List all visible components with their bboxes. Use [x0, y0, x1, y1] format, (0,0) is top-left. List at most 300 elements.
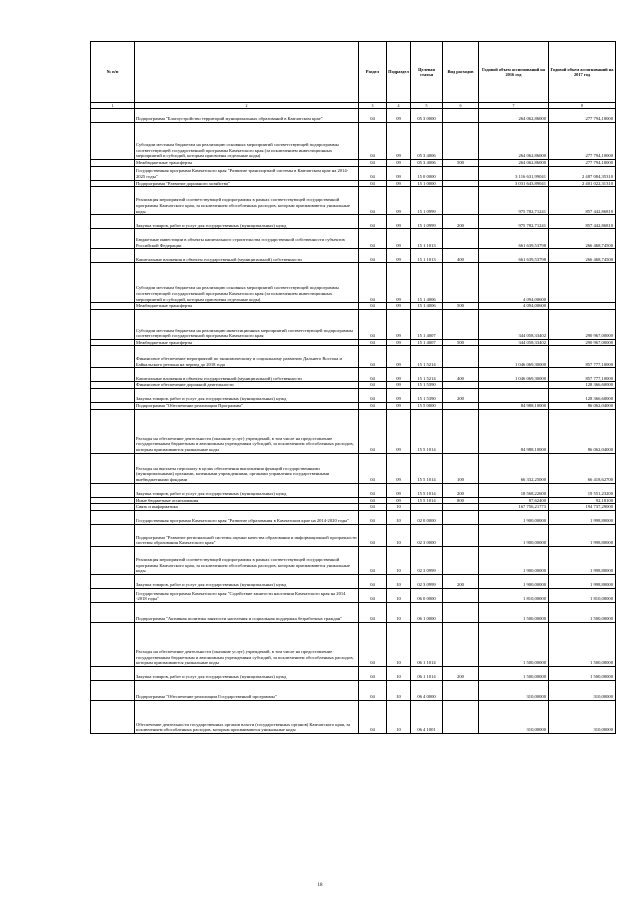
- row-2016-cell: 4 094,00600: [479, 303, 549, 310]
- row-expense-type-cell: [443, 166, 479, 180]
- row-expense-type-cell: 500: [443, 339, 479, 346]
- row-podrazdel-cell: 09: [387, 382, 411, 389]
- header-2016: Годовой объем ассигнований на 2016 год: [479, 42, 549, 103]
- row-name-cell: Государственная программа Камчатского края "Содействие занятости населения Камчатского края на 2014 -2018 годы": [135, 588, 359, 602]
- row-2016-cell: 1 900,00000: [479, 510, 549, 524]
- row-razdel-cell: 04: [359, 123, 387, 160]
- row-name-cell: Иные бюджетные ассигнования: [135, 497, 359, 504]
- row-podrazdel-cell: 10: [387, 666, 411, 680]
- header-expense-type: Вид расходов: [443, 42, 479, 103]
- row-2016-cell: 975 782,71241: [479, 187, 549, 215]
- row-2016-cell: 66 332,25000: [479, 453, 549, 483]
- row-podrazdel-cell: 09: [387, 339, 411, 346]
- row-name-cell: Субсидии местным бюджетам на реализацию инвестиционных мероприятий соответствующей подпрограммы соответствующей государственной программы Камчатского края: [135, 309, 359, 339]
- row-2017-cell: 1 998,80000: [549, 510, 616, 524]
- budget-table-sheet: [90, 41, 615, 734]
- row-podrazdel-cell: 09: [387, 180, 411, 187]
- row-expense-type-cell: [443, 346, 479, 368]
- row-target-article-cell: 02 3 0999: [411, 546, 443, 574]
- row-num-cell: [91, 588, 135, 602]
- colnum-1: 1: [91, 103, 135, 109]
- row-target-article-cell: 15 5 1014: [411, 483, 443, 497]
- row-num-cell: [91, 524, 135, 546]
- row-target-article-cell: 15 5 0000: [411, 402, 443, 409]
- row-2017-cell: 1 998,80000: [549, 574, 616, 588]
- row-target-article-cell: 05 3 0000: [411, 109, 443, 123]
- row-2016-cell: 264 062,86000: [479, 123, 549, 160]
- table-row: [91, 546, 616, 574]
- row-podrazdel-cell: 09: [387, 123, 411, 160]
- row-expense-type-cell: [443, 187, 479, 215]
- row-num-cell: [91, 249, 135, 263]
- colnum-4: 4: [387, 103, 411, 109]
- table-row: [91, 346, 616, 368]
- row-name-cell: Межбюджетные трансферты: [135, 303, 359, 310]
- row-target-article-cell: 15 1 4006: [411, 303, 443, 310]
- row-name-cell: Капитальные вложения в объекты государственной (муниципальной) собственности: [135, 249, 359, 263]
- row-target-article-cell: 15 5 1014: [411, 497, 443, 504]
- row-2017-cell: 266 468,74500: [549, 229, 616, 249]
- row-2017-cell: 1 500,00000: [549, 602, 616, 622]
- row-name-cell: Закупка товаров, работ и услуг для государственных (муниципальных) нужд: [135, 574, 359, 588]
- row-podrazdel-cell: 10: [387, 680, 411, 700]
- row-target-article-cell: 15 1 5214: [411, 346, 443, 368]
- row-name-cell: Подпрограмма "Благоустройство территорий муниципальных образований в Камчатском крае": [135, 109, 359, 123]
- row-2017-cell: 1 998,80000: [549, 546, 616, 574]
- row-razdel-cell: 04: [359, 166, 387, 180]
- row-2016-cell: 1 900,00000: [479, 524, 549, 546]
- row-2016-cell: 1 900,00000: [479, 546, 549, 574]
- row-expense-type-cell: [443, 680, 479, 700]
- row-name-cell: Реализация мероприятий соответствующей подпрограммы в рамках соответствующей государственной программы Камчатского края, за исключением обособленных расходов, которым присваиваются уникальные коды: [135, 187, 359, 215]
- table-row: [91, 187, 616, 215]
- row-2016-cell: 1 046 069,30000: [479, 368, 549, 382]
- table-row: [91, 368, 616, 382]
- row-2017-cell: 290 967,00000: [549, 309, 616, 339]
- row-2016-cell: 310,00000: [479, 700, 549, 733]
- row-target-article-cell: 15 5 1014: [411, 409, 443, 453]
- row-podrazdel-cell: 09: [387, 483, 411, 497]
- row-razdel-cell: 04: [359, 588, 387, 602]
- row-podrazdel-cell: 09: [387, 346, 411, 368]
- table-row: [91, 123, 616, 160]
- row-2017-cell: [549, 303, 616, 310]
- row-expense-type-cell: 500: [443, 160, 479, 167]
- colnum-8: 8: [549, 103, 616, 109]
- row-podrazdel-cell: 10: [387, 588, 411, 602]
- row-expense-type-cell: 200: [443, 483, 479, 497]
- row-target-article-cell: 06 4 1001: [411, 700, 443, 733]
- table-row: [91, 680, 616, 700]
- row-expense-type-cell: [443, 504, 479, 511]
- row-num-cell: [91, 483, 135, 497]
- row-podrazdel-cell: 09: [387, 497, 411, 504]
- table-row: [91, 339, 616, 346]
- row-podrazdel-cell: 10: [387, 574, 411, 588]
- row-2016-cell: 87,62400: [479, 497, 549, 504]
- row-expense-type-cell: [443, 622, 479, 666]
- row-name-cell: Закупка товаров, работ и услуг для государственных (муниципальных) нужд: [135, 388, 359, 402]
- row-expense-type-cell: [443, 123, 479, 160]
- table-row: [91, 160, 616, 167]
- row-expense-type-cell: [443, 602, 479, 622]
- table-row: [91, 588, 616, 602]
- row-razdel-cell: 04: [359, 215, 387, 229]
- table-row: [91, 263, 616, 303]
- table-row: [91, 180, 616, 187]
- header-name: [135, 42, 359, 103]
- row-razdel-cell: 04: [359, 346, 387, 368]
- row-name-cell: Подпрограмма "Обеспечение реализации Программы": [135, 402, 359, 409]
- row-podrazdel-cell: 10: [387, 602, 411, 622]
- row-target-article-cell: 06 4 0000: [411, 680, 443, 700]
- row-num-cell: [91, 388, 135, 402]
- table-row: [91, 382, 616, 389]
- row-target-article-cell: 15 1 5390: [411, 382, 443, 389]
- row-2017-cell: 86 062,04000: [549, 402, 616, 409]
- row-num-cell: [91, 166, 135, 180]
- row-2016-cell: 18 568,22600: [479, 483, 549, 497]
- row-target-article-cell: 15 1 4007: [411, 309, 443, 339]
- row-2016-cell: [479, 382, 549, 389]
- table-body: [91, 109, 616, 734]
- row-razdel-cell: 04: [359, 602, 387, 622]
- row-razdel-cell: 04: [359, 303, 387, 310]
- row-2016-cell: 310,00000: [479, 680, 549, 700]
- row-2017-cell: 277 794,10000: [549, 109, 616, 123]
- row-num-cell: [91, 346, 135, 368]
- row-target-article-cell: 02 3 0999: [411, 574, 443, 588]
- row-2016-cell: 1 500,00000: [479, 666, 549, 680]
- table-row: [91, 309, 616, 339]
- row-2017-cell: 1 500,00000: [549, 666, 616, 680]
- row-target-article-cell: 02 3 0000: [411, 524, 443, 546]
- row-2016-cell: 3 031 643,89041: [479, 180, 549, 187]
- row-razdel-cell: 04: [359, 249, 387, 263]
- row-num-cell: [91, 402, 135, 409]
- row-razdel-cell: 04: [359, 402, 387, 409]
- row-expense-type-cell: [443, 588, 479, 602]
- row-name-cell: Подпрограмма "Развитие региональной системы оценки качества образования и информационной прозрачности системы образования Камчатского края": [135, 524, 359, 546]
- row-2016-cell: 167 756,21773: [479, 504, 549, 511]
- row-podrazdel-cell: 09: [387, 229, 411, 249]
- row-expense-type-cell: 200: [443, 215, 479, 229]
- colnum-2: 2: [135, 103, 359, 109]
- row-num-cell: [91, 263, 135, 303]
- row-razdel-cell: 04: [359, 453, 387, 483]
- row-target-article-cell: 15 1 4007: [411, 339, 443, 346]
- row-2017-cell: 290 967,00000: [549, 339, 616, 346]
- row-expense-type-cell: [443, 229, 479, 249]
- row-2017-cell: 2 401 022,31310: [549, 180, 616, 187]
- row-2017-cell: 277 794,10000: [549, 123, 616, 160]
- row-podrazdel-cell: 09: [387, 215, 411, 229]
- row-name-cell: Капитальные вложения в объекты государственной (муниципальной) собственности: [135, 368, 359, 382]
- row-expense-type-cell: [443, 180, 479, 187]
- row-2016-cell: 344 058,33402: [479, 339, 549, 346]
- row-razdel-cell: 04: [359, 339, 387, 346]
- row-num-cell: [91, 160, 135, 167]
- header-razdel: Раздел: [359, 42, 387, 103]
- colnum-3: 3: [359, 103, 387, 109]
- row-num-cell: [91, 680, 135, 700]
- row-razdel-cell: 04: [359, 368, 387, 382]
- row-2017-cell: [549, 263, 616, 303]
- row-2017-cell: 194 737,29000: [549, 504, 616, 511]
- row-name-cell: Закупка товаров, работ и услуг для государственных (муниципальных) нужд: [135, 215, 359, 229]
- row-target-article-cell: 15 1 0999: [411, 187, 443, 215]
- row-podrazdel-cell: 09: [387, 309, 411, 339]
- row-podrazdel-cell: 09: [387, 368, 411, 382]
- row-num-cell: [91, 187, 135, 215]
- table-row: [91, 109, 616, 123]
- table-row: [91, 504, 616, 511]
- row-razdel-cell: 04: [359, 309, 387, 339]
- row-name-cell: Расходы на обеспечение деятельности (оказание услуг) учреждений, в том числе на предоставление государственным бюджетным и автономным учреждениям субсидий, за исключением обособленных расходов, которым присваиваются уникальные коды: [135, 622, 359, 666]
- row-2016-cell: 344 058,33402: [479, 309, 549, 339]
- row-razdel-cell: 04: [359, 160, 387, 167]
- row-name-cell: Межбюджетные трансферты: [135, 160, 359, 167]
- row-razdel-cell: 04: [359, 229, 387, 249]
- row-podrazdel-cell: 09: [387, 160, 411, 167]
- row-2017-cell: 128 366,60000: [549, 388, 616, 402]
- row-num-cell: [91, 510, 135, 524]
- row-2017-cell: 2 487 084,35310: [549, 166, 616, 180]
- row-2017-cell: 1 998,80000: [549, 524, 616, 546]
- row-name-cell: Закупка товаров, работ и услуг для государственных (муниципальных) нужд: [135, 483, 359, 497]
- table-row: [91, 483, 616, 497]
- table-row: [91, 215, 616, 229]
- row-expense-type-cell: [443, 510, 479, 524]
- row-expense-type-cell: [443, 524, 479, 546]
- row-num-cell: [91, 700, 135, 733]
- header-target-article: Целевая статья: [411, 42, 443, 103]
- row-2017-cell: 1 810,00000: [549, 588, 616, 602]
- row-num-cell: [91, 602, 135, 622]
- row-num-cell: [91, 303, 135, 310]
- row-razdel-cell: 04: [359, 187, 387, 215]
- row-target-article-cell: 05 3 4006: [411, 123, 443, 160]
- row-name-cell: Реализация мероприятий соответствующей подпрограммы в рамках соответствующей государственной программы Камчатского края, за исключением обособленных расходов, которым присваиваются уникальные коды: [135, 546, 359, 574]
- row-num-cell: [91, 229, 135, 249]
- row-target-article-cell: 06 1 1014: [411, 666, 443, 680]
- row-2016-cell: 84 988,10000: [479, 409, 549, 453]
- row-podrazdel-cell: 09: [387, 109, 411, 123]
- row-podrazdel-cell: 10: [387, 510, 411, 524]
- table-row: [91, 453, 616, 483]
- row-target-article-cell: 05 3 4006: [411, 160, 443, 167]
- row-name-cell: Государственная программа Камчатского края "Развитие образования в Камчатском крае на 2014-2020 годы": [135, 510, 359, 524]
- row-num-cell: [91, 123, 135, 160]
- table-row: [91, 574, 616, 588]
- row-podrazdel-cell: 09: [387, 263, 411, 303]
- row-podrazdel-cell: 10: [387, 504, 411, 511]
- row-num-cell: [91, 109, 135, 123]
- row-expense-type-cell: [443, 309, 479, 339]
- row-2016-cell: 661 639,53798: [479, 229, 549, 249]
- row-name-cell: Финансовое обеспечение дорожной деятельности: [135, 382, 359, 389]
- row-2016-cell: 264 062,86000: [479, 160, 549, 167]
- row-target-article-cell: 06 0 0000: [411, 588, 443, 602]
- row-2017-cell: 857 442,86810: [549, 215, 616, 229]
- row-expense-type-cell: 200: [443, 666, 479, 680]
- row-expense-type-cell: [443, 409, 479, 453]
- row-num-cell: [91, 622, 135, 666]
- row-2017-cell: 277 794,10000: [549, 160, 616, 167]
- row-target-article-cell: 15 1 5390: [411, 388, 443, 402]
- row-name-cell: Обеспечение деятельности государственных органов власти (государственных органов) Камчатского края, за исключением обособленных расходов, которым присваиваются уникальные коды: [135, 700, 359, 733]
- row-name-cell: Финансовое обеспечение мероприятий по экономическому и социальному развитию Дальнего Востока и Байкальского региона на период до 2018 года: [135, 346, 359, 368]
- table-row: [91, 700, 616, 733]
- row-num-cell: [91, 382, 135, 389]
- row-name-cell: Субсидии местным бюджетам на реализацию основных мероприятий соответствующей подпрограммы соответствующей государственной программы Камчатского края (за исключением инвестиционных мероприятий и субсидий, которым присвоены отдельные коды): [135, 123, 359, 160]
- row-name-cell: Подпрограмма "Активная политика занятости населения и социальная поддержка безработных граждан": [135, 602, 359, 622]
- row-razdel-cell: 04: [359, 382, 387, 389]
- row-razdel-cell: 04: [359, 263, 387, 303]
- row-2017-cell: 86 062,04000: [549, 409, 616, 453]
- table-row: [91, 388, 616, 402]
- row-num-cell: [91, 368, 135, 382]
- row-razdel-cell: 04: [359, 666, 387, 680]
- row-razdel-cell: 04: [359, 409, 387, 453]
- row-expense-type-cell: 400: [443, 249, 479, 263]
- row-podrazdel-cell: 09: [387, 187, 411, 215]
- row-podrazdel-cell: 10: [387, 524, 411, 546]
- row-num-cell: [91, 666, 135, 680]
- row-name-cell: Закупка товаров, работ и услуг для государственных (муниципальных) нужд: [135, 666, 359, 680]
- row-razdel-cell: 04: [359, 700, 387, 733]
- row-razdel-cell: 04: [359, 388, 387, 402]
- row-2016-cell: 975 782,71241: [479, 215, 549, 229]
- table-row: [91, 303, 616, 310]
- row-2016-cell: [479, 388, 549, 402]
- table-row: [91, 666, 616, 680]
- budget-table: [90, 41, 616, 734]
- row-num-cell: [91, 497, 135, 504]
- row-name-cell: Расходы на обеспечение деятельности (оказание услуг) учреждений, в том числе на предоставление государственным бюджетным и автономным учреждениям субсидий, за исключением обособленных расходов, которым присваиваются уникальные коды: [135, 409, 359, 453]
- row-target-article-cell: 15 1 1013: [411, 249, 443, 263]
- row-num-cell: [91, 339, 135, 346]
- row-target-article-cell: [411, 504, 443, 511]
- header-num: № п/п: [91, 42, 135, 103]
- row-razdel-cell: 04: [359, 483, 387, 497]
- row-target-article-cell: 06 1 1014: [411, 622, 443, 666]
- row-num-cell: [91, 309, 135, 339]
- colnum-5: 5: [411, 103, 443, 109]
- row-razdel-cell: 04: [359, 497, 387, 504]
- row-razdel-cell: 04: [359, 622, 387, 666]
- row-2017-cell: 857 777,10000: [549, 346, 616, 368]
- table-row: [91, 249, 616, 263]
- row-name-cell: Бюджетные инвестиции в объекты капитального строительства государственной собственности субъектов Российской Федерации: [135, 229, 359, 249]
- row-razdel-cell: 04: [359, 524, 387, 546]
- row-name-cell: Субсидии местным бюджетам на реализацию основных мероприятий соответствующей подпрограммы соответствующей государственной программы Камчатского края (за исключением инвестиционных мероприятий и субсидий, которым присвоены отдельные коды): [135, 263, 359, 303]
- row-2016-cell: 3 116 631,99041: [479, 166, 549, 180]
- row-name-cell: Подпрограмма "Развитие дорожного хозяйства": [135, 180, 359, 187]
- row-2017-cell: 310,00000: [549, 700, 616, 733]
- row-name-cell: Расходы на выплаты персоналу в целях обеспечения выполнения функций государственными (муниципальными) органами, казенными учреждениями, органами управления государственными внебюджетными фондами: [135, 453, 359, 483]
- row-podrazdel-cell: 10: [387, 700, 411, 733]
- row-2017-cell: 128 366,60000: [549, 382, 616, 389]
- row-name-cell: Межбюджетные трансферты: [135, 339, 359, 346]
- row-2017-cell: 857 777,10000: [549, 368, 616, 382]
- row-2016-cell: 661 639,53798: [479, 249, 549, 263]
- row-podrazdel-cell: 09: [387, 166, 411, 180]
- row-razdel-cell: 04: [359, 510, 387, 524]
- row-2016-cell: 1 500,00000: [479, 602, 549, 622]
- row-razdel-cell: 04: [359, 546, 387, 574]
- row-2016-cell: 4 094,00600: [479, 263, 549, 303]
- table-row: [91, 497, 616, 504]
- row-expense-type-cell: [443, 700, 479, 733]
- row-2017-cell: 92,18100: [549, 497, 616, 504]
- row-2016-cell: 1 900,00000: [479, 574, 549, 588]
- row-target-article-cell: 02 0 0000: [411, 510, 443, 524]
- header-2017: Годовой объем ассигнований на 2017 год: [549, 42, 616, 103]
- row-2016-cell: 1 500,00000: [479, 622, 549, 666]
- colnum-7: 7: [479, 103, 549, 109]
- table-row: [91, 622, 616, 666]
- row-2016-cell: 1 046 069,30000: [479, 346, 549, 368]
- row-podrazdel-cell: 09: [387, 409, 411, 453]
- row-razdel-cell: 04: [359, 504, 387, 511]
- row-2017-cell: 1 500,00000: [549, 622, 616, 666]
- row-2017-cell: 266 468,74500: [549, 249, 616, 263]
- table-row: [91, 229, 616, 249]
- row-expense-type-cell: 400: [443, 368, 479, 382]
- row-target-article-cell: 15 1 4006: [411, 263, 443, 303]
- row-podrazdel-cell: 09: [387, 402, 411, 409]
- row-target-article-cell: 15 1 0999: [411, 215, 443, 229]
- row-target-article-cell: 15 5 1014: [411, 453, 443, 483]
- row-target-article-cell: 15 1 1013: [411, 229, 443, 249]
- table-row: [91, 510, 616, 524]
- row-2016-cell: 84 988,10000: [479, 402, 549, 409]
- page-number: 18: [317, 883, 323, 888]
- row-expense-type-cell: [443, 109, 479, 123]
- row-podrazdel-cell: 10: [387, 546, 411, 574]
- header-podrazdel: Подраздел: [387, 42, 411, 103]
- row-expense-type-cell: [443, 382, 479, 389]
- colnum-6: 6: [443, 103, 479, 109]
- table-row: [91, 409, 616, 453]
- row-expense-type-cell: 800: [443, 497, 479, 504]
- row-2017-cell: 857 442,86810: [549, 187, 616, 215]
- row-razdel-cell: 04: [359, 180, 387, 187]
- row-num-cell: [91, 453, 135, 483]
- row-razdel-cell: 04: [359, 574, 387, 588]
- row-target-article-cell: 06 1 0000: [411, 602, 443, 622]
- row-expense-type-cell: [443, 402, 479, 409]
- row-num-cell: [91, 215, 135, 229]
- row-num-cell: [91, 574, 135, 588]
- row-expense-type-cell: [443, 546, 479, 574]
- table-row: [91, 166, 616, 180]
- row-target-article-cell: 15 1 0000: [411, 180, 443, 187]
- table-row: [91, 524, 616, 546]
- table-header-row: [91, 42, 616, 103]
- row-target-article-cell: 15 1 5214: [411, 368, 443, 382]
- row-expense-type-cell: 200: [443, 388, 479, 402]
- row-2017-cell: 19 551,23200: [549, 483, 616, 497]
- row-podrazdel-cell: 09: [387, 303, 411, 310]
- row-podrazdel-cell: 09: [387, 453, 411, 483]
- row-num-cell: [91, 546, 135, 574]
- table-row: [91, 602, 616, 622]
- row-2017-cell: 66 418,62700: [549, 453, 616, 483]
- row-2017-cell: 310,00000: [549, 680, 616, 700]
- row-name-cell: Связь и информатика: [135, 504, 359, 511]
